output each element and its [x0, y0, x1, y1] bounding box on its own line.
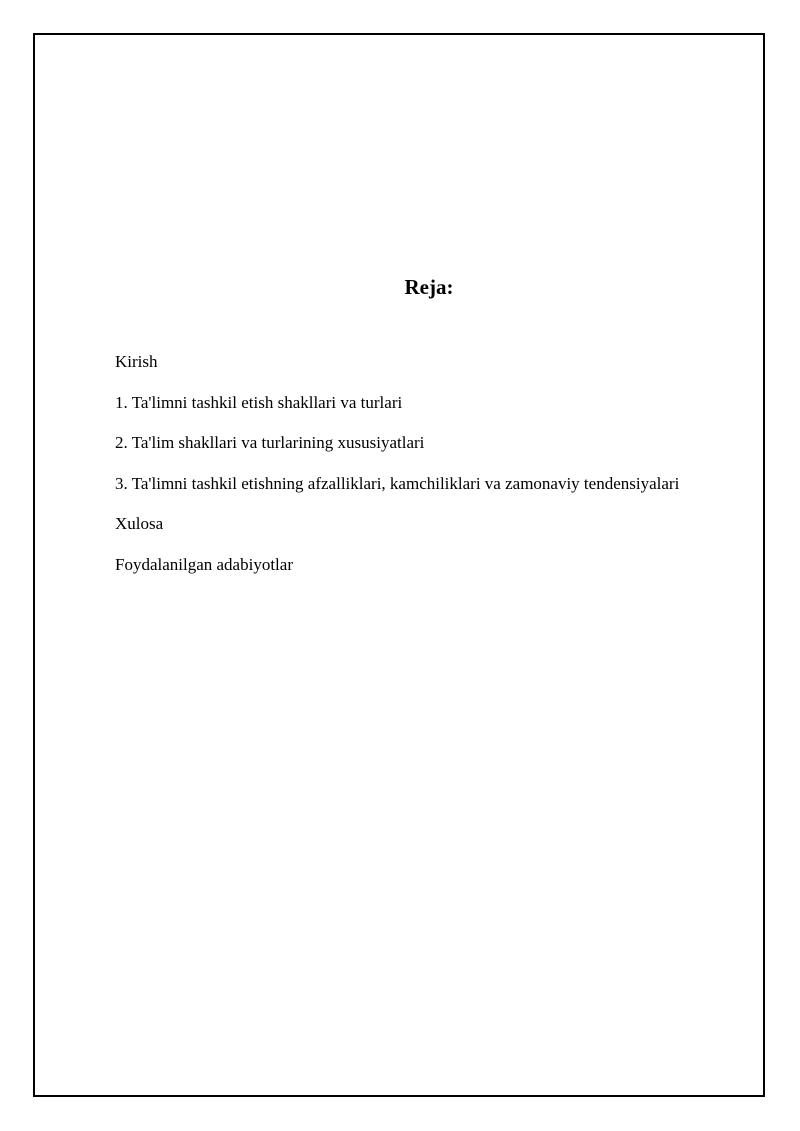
toc-item-section-1: 1. Ta'limni tashkil etish shakllari va turlari — [115, 392, 403, 412]
toc-item-section-2: 2. Ta'lim shakllari va turlarining xususiyatlari — [115, 433, 425, 452]
toc-item-introduction: Kirish — [115, 352, 158, 371]
toc-item-section-3: 3. Ta'limni tashkil etishning afzalliklari, kamchiliklari va zamonaviy tendensiyalari — [115, 473, 680, 493]
toc-item-references: Foydalanilgan adabiyotlar — [115, 554, 293, 574]
page-title: Reja: — [404, 275, 454, 299]
table-of-contents — [115, 350, 679, 593]
toc-item-conclusion: Xulosa — [115, 514, 164, 533]
